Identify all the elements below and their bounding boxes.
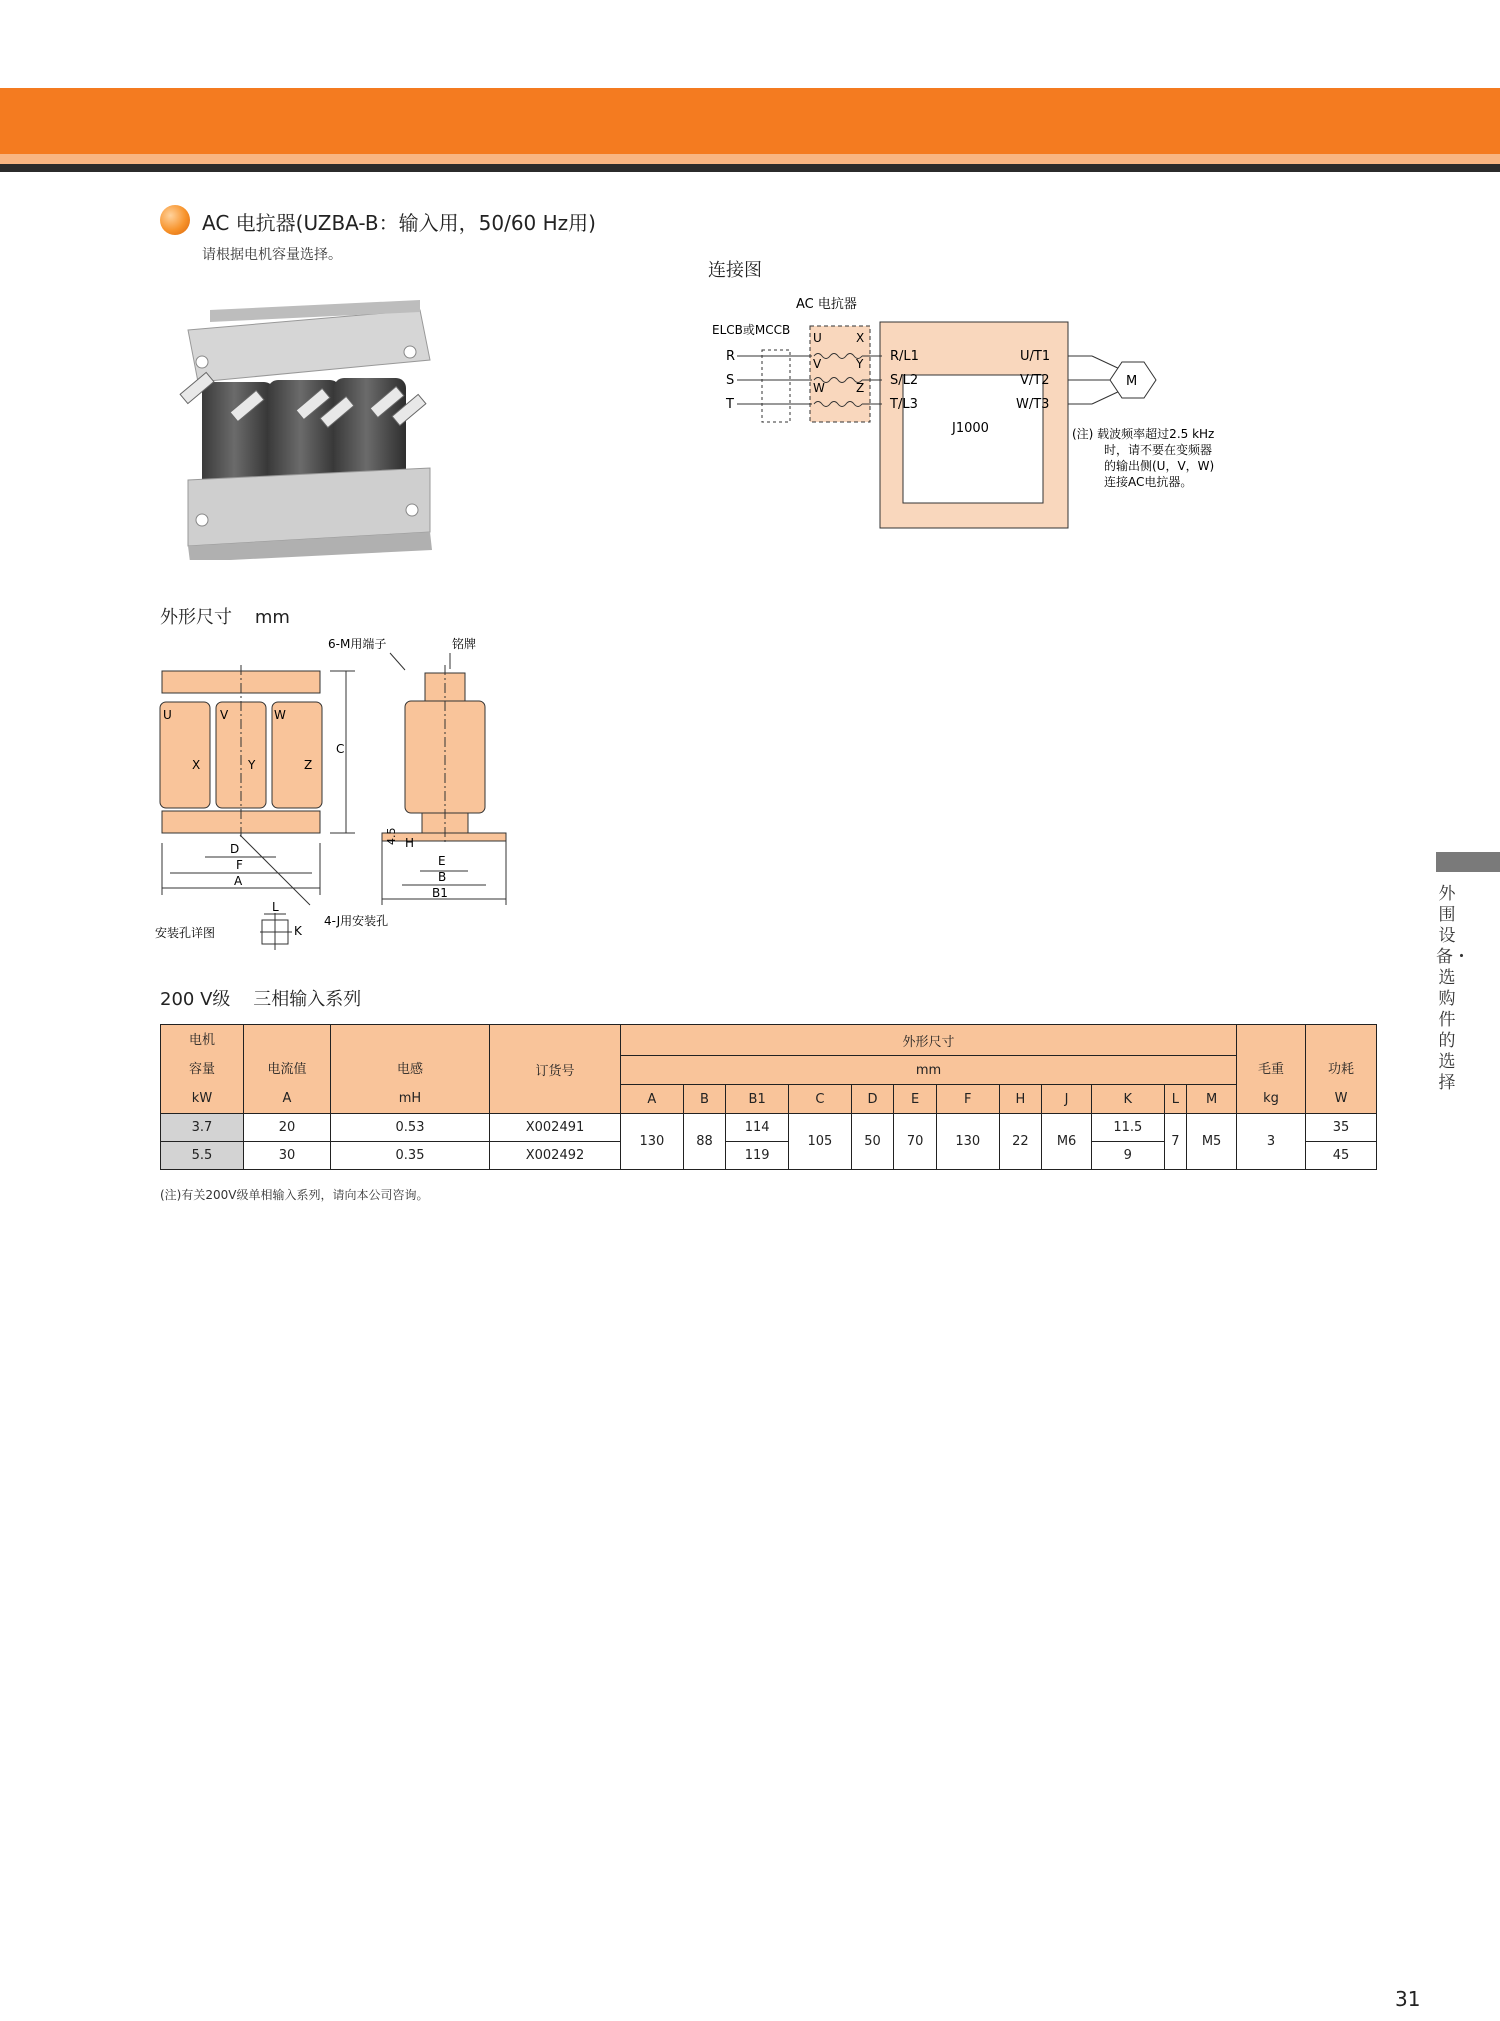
svg-text:安装孔详图: 安装孔详图 bbox=[155, 926, 216, 940]
svg-text:E: E bbox=[438, 854, 446, 868]
reactor-label: AC 电抗器 bbox=[796, 297, 857, 312]
svg-text:L: L bbox=[272, 900, 279, 914]
svg-text:B1: B1 bbox=[432, 886, 448, 900]
svg-text:Y: Y bbox=[248, 758, 256, 772]
svg-text:R/L1: R/L1 bbox=[890, 349, 919, 364]
svg-text:Z: Z bbox=[856, 381, 865, 395]
section-subtitle: 请根据电机容量选择。 bbox=[202, 247, 342, 263]
svg-text:B: B bbox=[438, 870, 447, 884]
svg-text:F: F bbox=[236, 858, 243, 872]
input-s: S bbox=[726, 373, 735, 388]
svg-text:6-M用端子: 6-M用端子 bbox=[328, 637, 387, 651]
svg-text:Y: Y bbox=[856, 357, 864, 371]
dimension-drawing bbox=[150, 635, 510, 955]
svg-text:4.5: 4.5 bbox=[385, 827, 398, 845]
svg-text:A: A bbox=[234, 874, 243, 888]
svg-text:X: X bbox=[856, 331, 865, 345]
spec-table: 电机 容量 kW 电流值 A 电感 mH 订货号 外形尺寸 毛重 kg 功耗 W mm A B B1 C D E F H J K L M 3.7 20 0.53 X002491 130 88 114 105 50 70 130 22 M6 11.5 7 M5 3 35 5.5 30 0.35 X002492 119 9 45 bbox=[160, 1024, 1377, 1170]
svg-text:D: D bbox=[230, 842, 240, 856]
svg-text:V: V bbox=[220, 708, 229, 722]
header-stripe bbox=[0, 154, 1500, 164]
svg-text:W: W bbox=[274, 708, 286, 722]
svg-text:Z: Z bbox=[304, 758, 313, 772]
dimensions-title: 外形尺寸 mm bbox=[160, 607, 290, 628]
svg-text:(注) 载波频率超过2.5 kHz: (注) 载波频率超过2.5 kHz bbox=[1072, 427, 1215, 441]
reactor-photo bbox=[170, 300, 450, 560]
col-current: 电流值 A bbox=[244, 1025, 331, 1114]
svg-text:V: V bbox=[813, 357, 822, 371]
input-t: T bbox=[726, 397, 734, 412]
svg-text:U: U bbox=[163, 708, 172, 722]
table-row: 3.7 20 0.53 X002491 130 88 114 105 50 70 130 22 M6 11.5 7 M5 3 35 bbox=[161, 1114, 1377, 1142]
svg-text:K: K bbox=[294, 924, 302, 938]
svg-text:的输出侧(U，V，W): 的输出侧(U，V，W) bbox=[1104, 459, 1215, 473]
svg-text:4-J用安装孔: 4-J用安装孔 bbox=[324, 914, 389, 928]
series-title: 200 V级 三相输入系列 bbox=[160, 989, 362, 1010]
col-motor: 电机 容量 kW bbox=[161, 1025, 244, 1114]
col-loss: 功耗 W bbox=[1306, 1025, 1377, 1114]
input-r: R bbox=[726, 349, 736, 364]
svg-text:时，请不要在变频器: 时，请不要在变频器 bbox=[1104, 443, 1213, 457]
connection-title: 连接图 bbox=[708, 260, 762, 281]
breaker-label: ELCB或MCCB bbox=[712, 323, 791, 337]
svg-text:连接AC电抗器。: 连接AC电抗器。 bbox=[1104, 475, 1193, 489]
svg-text:X: X bbox=[192, 758, 201, 772]
svg-text:H: H bbox=[405, 836, 415, 850]
svg-text:T/L3: T/L3 bbox=[890, 397, 918, 412]
col-outline: 外形尺寸 bbox=[621, 1025, 1237, 1056]
drive-name: J1000 bbox=[952, 421, 989, 436]
svg-text:W: W bbox=[813, 381, 825, 395]
side-tab-bar bbox=[1436, 852, 1500, 872]
header-rule bbox=[0, 164, 1500, 172]
section-title: AC 电抗器(UZBA-B：输入用，50/60 Hz用) bbox=[202, 211, 596, 235]
col-inductance: 电感 mH bbox=[331, 1025, 490, 1114]
svg-text:铭牌: 铭牌 bbox=[452, 637, 477, 651]
col-weight: 毛重 kg bbox=[1237, 1025, 1306, 1114]
svg-text:C: C bbox=[336, 742, 345, 756]
page-number: 31 bbox=[1395, 1987, 1421, 2011]
svg-text:V/T2: V/T2 bbox=[1020, 373, 1050, 388]
bullet-icon bbox=[160, 205, 190, 235]
svg-text:U: U bbox=[813, 331, 822, 345]
svg-text:W/T3: W/T3 bbox=[1016, 397, 1050, 412]
motor-label: M bbox=[1126, 374, 1138, 389]
connection-diagram bbox=[700, 290, 1260, 540]
svg-text:U/T1: U/T1 bbox=[1020, 349, 1051, 364]
side-tab-label: 外围设备・选购件的选择 bbox=[1436, 884, 1470, 1093]
footnote: (注)有关200V级单相输入系列，请向本公司咨询。 bbox=[160, 1188, 429, 1202]
svg-text:S/L2: S/L2 bbox=[890, 373, 919, 388]
table-row: 5.5 30 0.35 X002492 119 9 45 bbox=[161, 1142, 1377, 1170]
col-order: 订货号 bbox=[490, 1025, 621, 1114]
header-bar bbox=[0, 88, 1500, 154]
